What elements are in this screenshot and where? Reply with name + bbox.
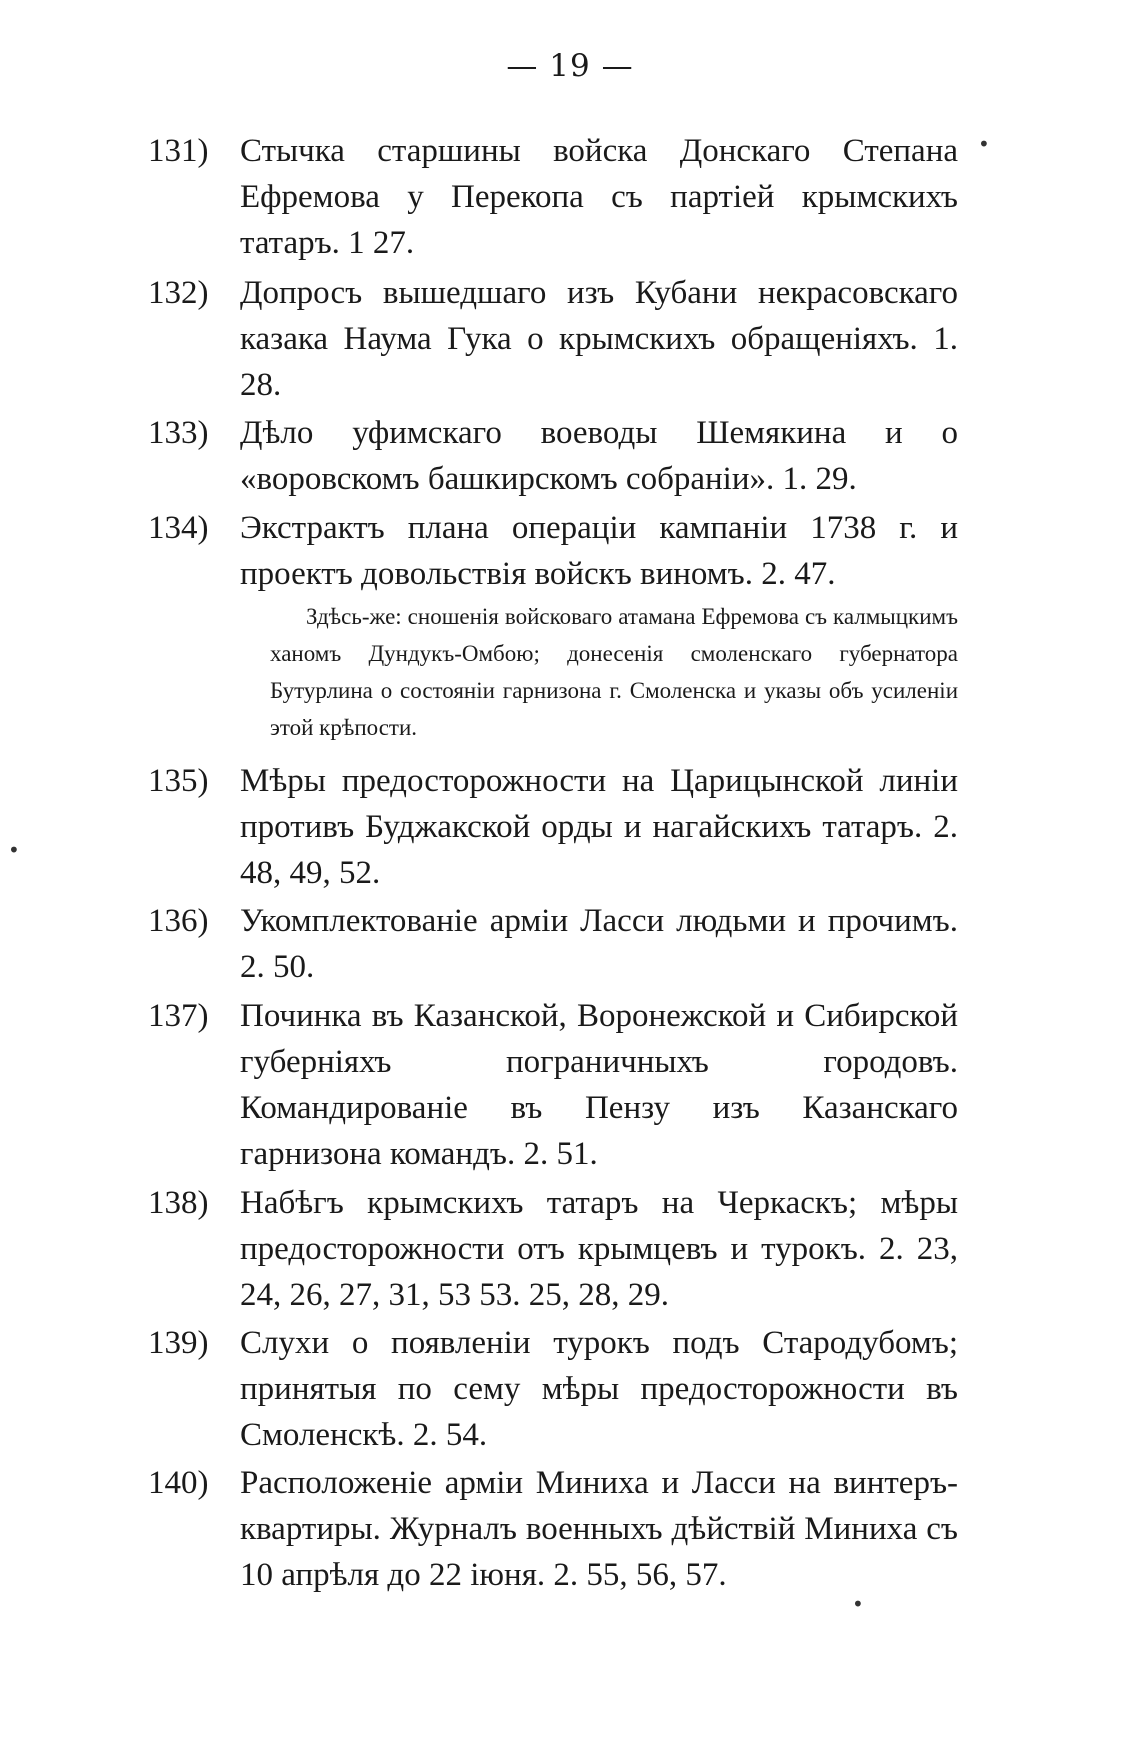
entry-137 <box>148 993 958 1177</box>
entry-number: 139) <box>148 1325 209 1361</box>
entry-text: Расположеніе арміи Миниха и Ласси на винтеръ-квартиры. Журналъ военныхъ дѣйствій Миниха съ 10 апрѣля до 22 іюня. 2. 55, 56, 57. <box>240 1465 958 1593</box>
entry-text: Мѣры предосторожности на Царицынской линіи противъ Буджакской орды и нагайскихъ татаръ. 2. 48, 49, 52. <box>240 763 958 891</box>
entry-134-note: Здѣсь-же: сношенія войсковаго атамана Ефремова съ калмыцкимъ ханомъ Дундукъ-Омбою; донесенія смоленскаго губернатора Бутурлина о состояніи гарнизона г. Смоленска и указы объ усиленіи этой крѣпости. <box>270 604 958 740</box>
entry-140 <box>148 1460 958 1598</box>
entry-number: 133) <box>148 415 209 451</box>
page-number: — 19 — <box>506 48 634 84</box>
entry-136 <box>148 898 958 990</box>
entry-number: 137) <box>148 998 209 1034</box>
entry-135 <box>148 758 958 896</box>
entry-text: Допросъ вышедшаго изъ Кубани некрасовскаго казака Наума Гука о крымскихъ обращеніяхъ. 1. 28. <box>240 275 958 403</box>
entry-number: 140) <box>148 1465 209 1501</box>
entry-131 <box>148 128 958 266</box>
entry-number: 131) <box>148 133 209 169</box>
entry-number: 135) <box>148 763 209 799</box>
entry-number: 136) <box>148 903 209 939</box>
entry-138 <box>148 1180 958 1318</box>
margin-speck: • <box>852 1592 864 1616</box>
entry-text: Стычка старшины войска Донскаго Степана Ефремова у Перекопа съ партіей крымскихъ татаръ. 1 27. <box>240 133 958 261</box>
entry-text: Починка въ Казанской, Воронежской и Сибирской губерніяхъ пограничныхъ городовъ. Командированіе въ Пензу изъ Казанскаго гарнизона командъ. 2. 51. <box>240 998 958 1172</box>
entry-139 <box>148 1320 958 1458</box>
entry-text: Укомплектованіе арміи Ласси людьми и прочимъ. 2. 50. <box>240 903 958 985</box>
margin-speck: • <box>8 838 20 862</box>
entry-number: 134) <box>148 510 209 546</box>
margin-speck: • <box>978 132 990 156</box>
entry-text: Экстрактъ плана операціи кампаніи 1738 г. и проектъ довольствія войскъ виномъ. 2. 47. <box>240 510 958 592</box>
entry-133 <box>148 410 958 502</box>
entry-134 <box>148 505 958 597</box>
entry-text: Дѣло уфимскаго воеводы Шемякина и о «воровскомъ башкирскомъ собраніи». 1. 29. <box>240 415 958 497</box>
entry-132 <box>148 270 958 408</box>
entry-text: Набѣгъ крымскихъ татаръ на Черкаскъ; мѣры предосторожности отъ крымцевъ и турокъ. 2. 23, 24, 26, 27, 31, 53 53. 25, 28, 29. <box>240 1185 958 1313</box>
entry-number: 138) <box>148 1185 209 1221</box>
entry-text: Слухи о появленіи турокъ подъ Стародубомъ; принятыя по сему мѣры предосторожности въ Смоленскѣ. 2. 54. <box>240 1325 958 1453</box>
entry-number: 132) <box>148 275 209 311</box>
